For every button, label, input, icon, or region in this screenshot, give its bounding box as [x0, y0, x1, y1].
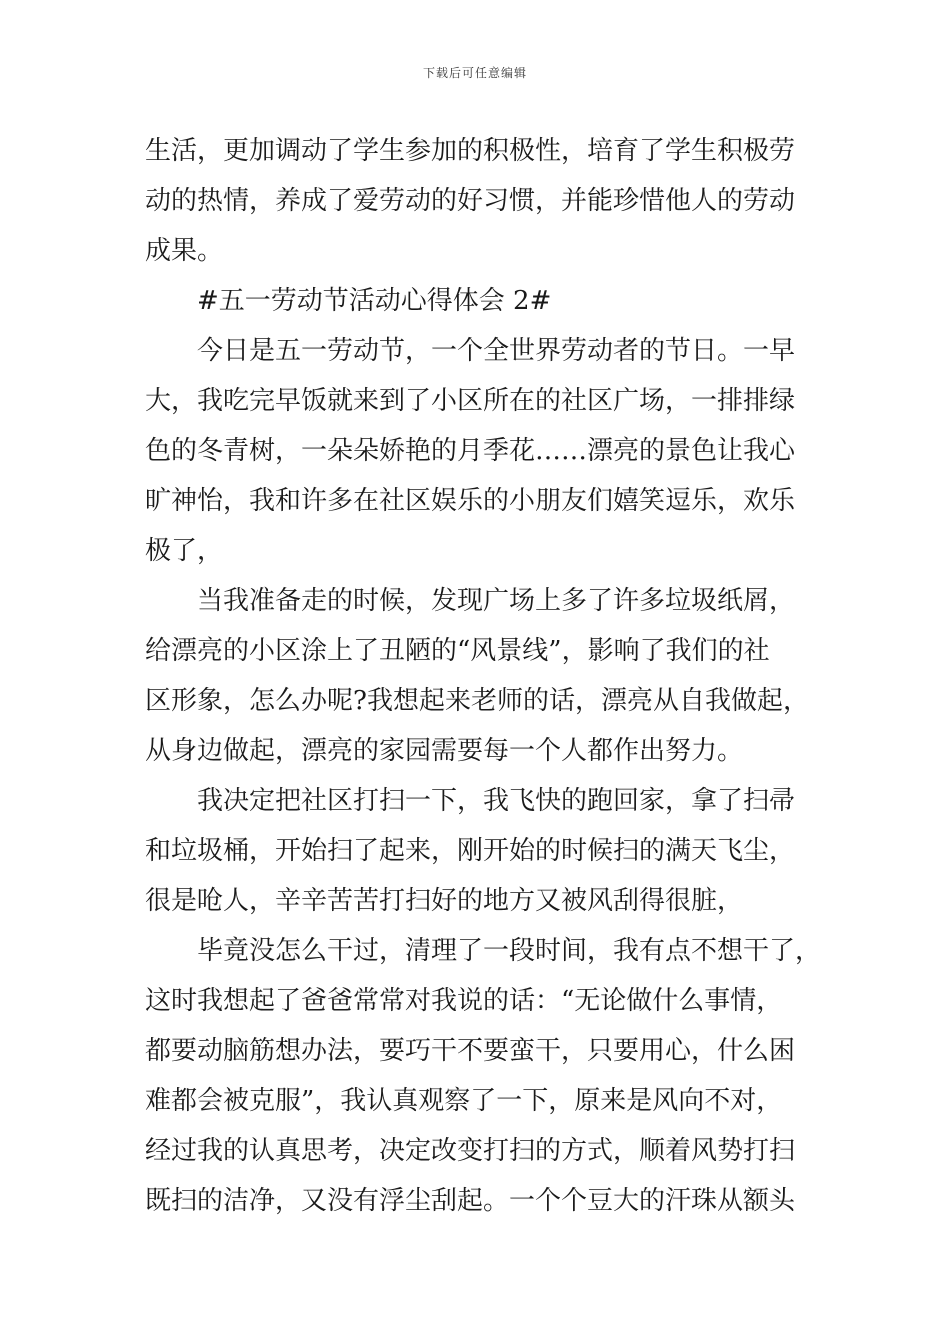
text-line: 成果。 — [145, 236, 224, 266]
paragraph-4 — [145, 776, 825, 926]
text-line: 极了， — [145, 536, 224, 566]
text-line: 区形象，怎么办呢?我想起来老师的话，漂亮从自我做起， — [145, 686, 809, 716]
paragraph-3 — [145, 576, 825, 776]
text-line: 经过我的认真思考，决定改变打扫的方式，顺着风势打扫 — [145, 1136, 796, 1166]
text-line: 今日是五一劳动节，一个全世界劳动者的节日。一早 — [197, 336, 796, 366]
section-heading — [145, 276, 825, 326]
text-line: 这时我想起了爸爸常常对我说的话：“无论做什么事情， — [145, 986, 783, 1016]
text-line: 我决定把社区打扫一下，我飞快的跑回家，拿了扫帚 — [197, 786, 796, 816]
text-line: 很是呛人，辛辛苦苦打扫好的地方又被风刮得很脏， — [145, 886, 744, 916]
text-line: 动的热情，养成了爱劳动的好习惯，并能珍惜他人的劳动 — [145, 186, 796, 216]
text-line: 给漂亮的小区涂上了丑陋的“风景线”，影响了我们的社 — [145, 636, 770, 666]
text-line: 大，我吃完早饭就来到了小区所在的社区广场，一排排绿 — [145, 386, 796, 416]
text-line: 生活，更加调动了学生参加的积极性，培育了学生积极劳 — [145, 136, 796, 166]
document-body — [145, 126, 825, 1226]
text-line: 从身边做起，漂亮的家园需要每一个人都作出努力。 — [145, 736, 744, 766]
paragraph-5 — [145, 926, 825, 1226]
paragraph-1 — [145, 126, 825, 276]
page-header-note: 下载后可任意编辑 — [422, 66, 527, 80]
text-line: 毕竟没怎么干过，清理了一段时间，我有点不想干了， — [197, 936, 822, 966]
text-line: 旷神怡，我和许多在社区娱乐的小朋友们嬉笑逗乐，欢乐 — [145, 486, 796, 516]
text-line: 都要动脑筋想办法，要巧干不要蛮干，只要用心，什么困 — [145, 1036, 796, 1066]
text-line: 和垃圾桶，开始扫了起来，刚开始的时候扫的满天飞尘， — [145, 836, 796, 866]
text-line: 当我准备走的时候，发现广场上多了许多垃圾纸屑， — [197, 586, 796, 616]
text-line: 色的冬青树，一朵朵娇艳的月季花……漂亮的景色让我心 — [145, 436, 796, 466]
text-line: 难都会被克服”，我认真观察了一下，原来是风向不对， — [145, 1086, 783, 1116]
heading-line: #五一劳动节活动心得体会 2# — [197, 286, 552, 316]
paragraph-2 — [145, 326, 825, 576]
text-line: 既扫的洁净，又没有浮尘刮起。一个个豆大的汗珠从额头 — [145, 1186, 796, 1216]
